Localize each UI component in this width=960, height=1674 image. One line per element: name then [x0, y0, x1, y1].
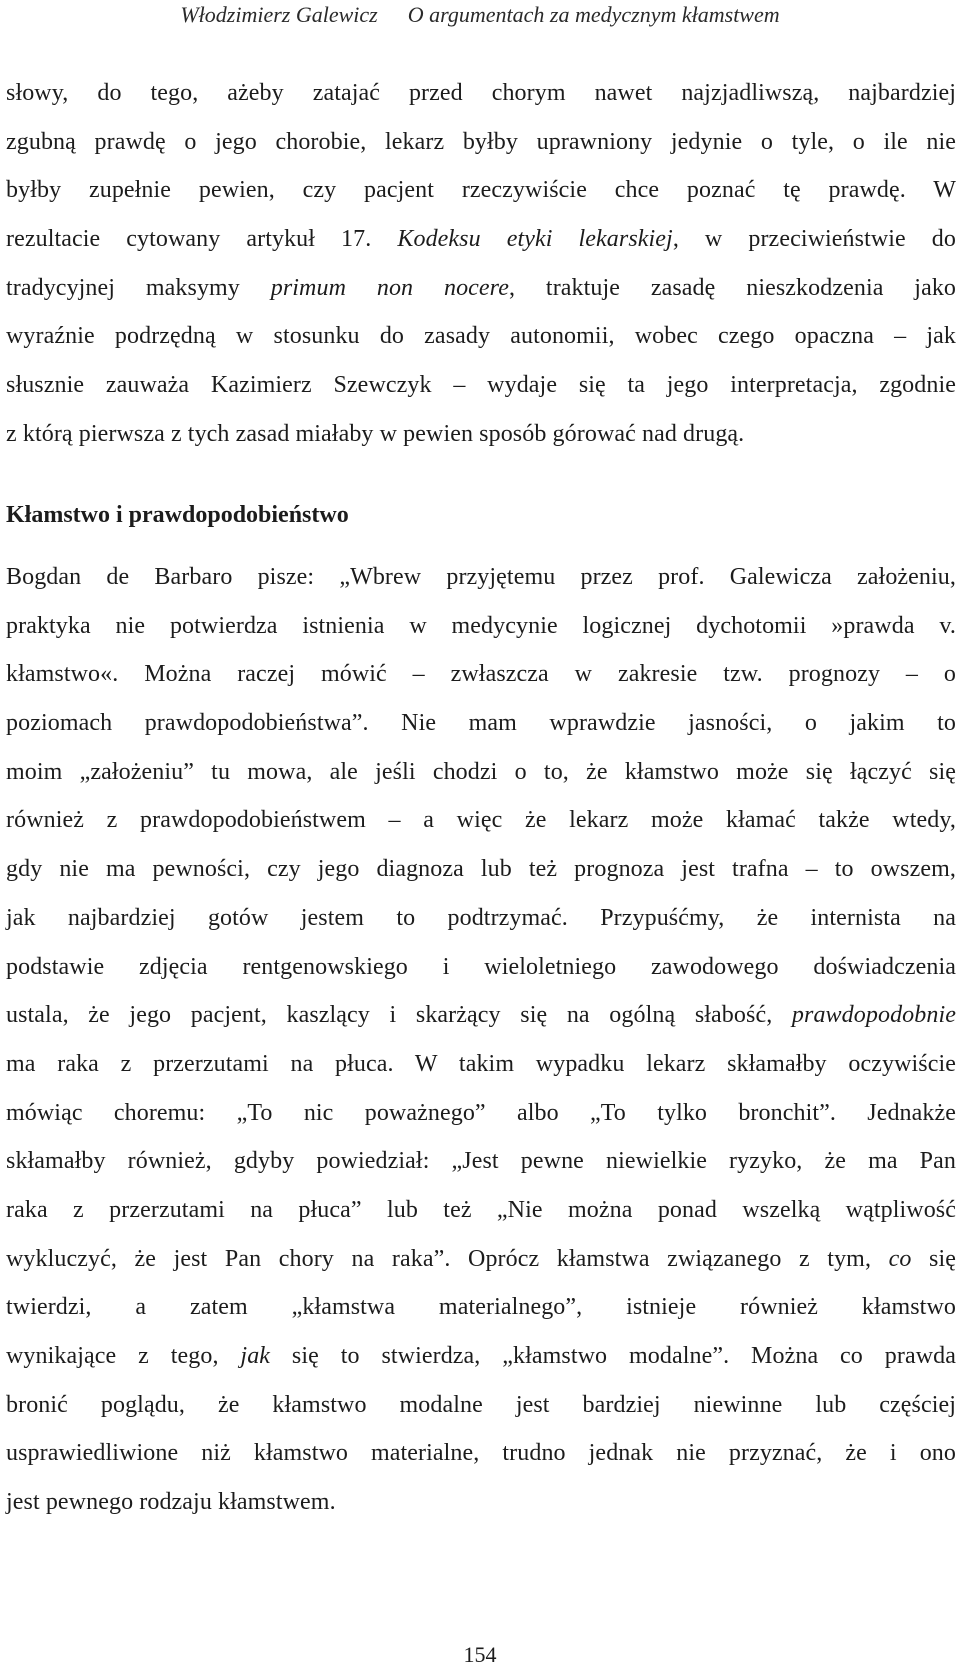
text-line: słowy, do tego, ażeby zatajać przed chorym nawet najzjadliwszą, najbardziej	[6, 80, 956, 106]
italic-emphasis-run: prawdopodobnie	[791, 1002, 956, 1029]
text-line: usprawiedliwione niż kłamstwo materialne, trudno jednak nie przyznać, że i ono	[6, 1440, 956, 1467]
header-author: Włodzimierz Galewicz	[180, 2, 378, 27]
text-run: tradycyjnej maksymy	[6, 274, 271, 301]
text-line: ma raka z przerzutami na płuca. W takim wypadku lekarz skłamałby oczywiście	[6, 1050, 956, 1077]
text-line: podstawie zdjęcia rentgenowskiego i wieloletniego zawodowego doświadczenia	[6, 953, 956, 980]
text-line	[6, 215, 956, 264]
text-line: bronić poglądu, że kłamstwo modalne jest bardziej niewinne lub częściej	[6, 1391, 956, 1418]
text-run: ustala, że jego pacjent, kaszlący i skarżący się na ogólną słabość,	[6, 1002, 792, 1029]
running-header	[0, 2, 960, 28]
text-line: jest pewnego rodzaju kłamstwem.	[6, 1489, 336, 1516]
text-line: twierdzi, a zatem „kłamstwa materialnego”, istnieje również kłamstwo	[6, 1294, 956, 1321]
text-line: wyraźnie podrzędną w stosunku do zasady autonomii, wobec czego opaczna – jak	[6, 323, 956, 350]
paragraph-2	[6, 553, 956, 1527]
text-run: wynikające z tego,	[6, 1343, 241, 1369]
text-run: rezultacie cytowany artykuł 17.	[6, 226, 398, 253]
text-line: mówiąc choremu: „To nic poważnego” albo „To tylko bronchit”. Jednakże	[6, 1099, 956, 1126]
text-line: byłby zupełnie pewien, czy pacjent rzeczywiście chce poznać tę prawdę. W	[6, 177, 956, 204]
section-heading: Kłamstwo i prawdopodobieństwo	[6, 502, 349, 528]
text-line: gdy nie ma pewności, czy jego diagnoza lub też prognoza jest trafna – to owszem,	[6, 856, 956, 883]
text-line: skłamałby również, gdyby powiedział: „Jest pewne niewielkie ryzyko, że ma Pan	[6, 1148, 956, 1175]
text-line: raka z przerzutami na płuca” lub też „Nie można ponad wszelką wątpliwość	[6, 1196, 956, 1223]
page-number: 154	[463, 1642, 497, 1667]
text-run: się	[911, 1245, 956, 1272]
header-title: O argumentach za medycznym kłamstwem	[407, 2, 780, 27]
text-line: kłamstwo«. Można raczej mówić – zwłaszcza w zakresie tzw. prognozy – o	[6, 661, 956, 688]
text-run: , w przeciwieństwie do	[672, 226, 957, 253]
text-run: wykluczyć, że jest Pan chory na raka”. Oprócz kłamstwa związanego z tym,	[6, 1245, 889, 1272]
text-line	[6, 1332, 956, 1381]
text-line: zgubną prawdę o jego chorobie, lekarz byłby uprawniony jedynie o tyle, o ile nie	[6, 128, 956, 155]
text-line: jak najbardziej gotów jestem to podtrzymać. Przypuśćmy, że internista na	[6, 904, 956, 931]
text-line: z którą pierwsza z tych zasad miałaby w pewien sposób górować nad drugą.	[6, 420, 745, 447]
text-line: również z prawdopodobieństwem – a więc że lekarz może kłamać także wtedy,	[6, 807, 956, 834]
text-run: się to stwierdza, „kłamstwo modalne”. Można co prawda	[270, 1343, 956, 1369]
text-line	[6, 1235, 956, 1284]
text-line: praktyka nie potwierdza istnienia w medycynie logicznej dychotomii »prawda v.	[6, 612, 956, 639]
text-line	[6, 991, 956, 1040]
paragraph-1	[6, 69, 956, 459]
text-line	[6, 264, 956, 313]
text-line: moim „założeniu” tu mowa, ale jeśli chodzi o to, że kłamstwo może się łączyć się	[6, 758, 956, 785]
text-line: słusznie zauważa Kazimierz Szewczyk – wydaje się ta jego interpretacja, zgodnie	[6, 372, 956, 399]
italic-title-run: Kodeksu etyki lekarskiej	[397, 226, 673, 253]
text-line: Bogdan de Barbaro pisze: „Wbrew przyjętemu przez prof. Galewicza założeniu,	[6, 564, 956, 590]
italic-emphasis-run: jak	[240, 1343, 271, 1369]
italic-latin-run: primum non nocere	[270, 274, 509, 301]
text-run: , traktuje zasadę nieszkodzenia jako	[509, 274, 957, 301]
italic-emphasis-run: co	[888, 1245, 912, 1272]
text-line: poziomach prawdopodobieństwa”. Nie mam wprawdzie jasności, o jakim to	[6, 710, 956, 737]
